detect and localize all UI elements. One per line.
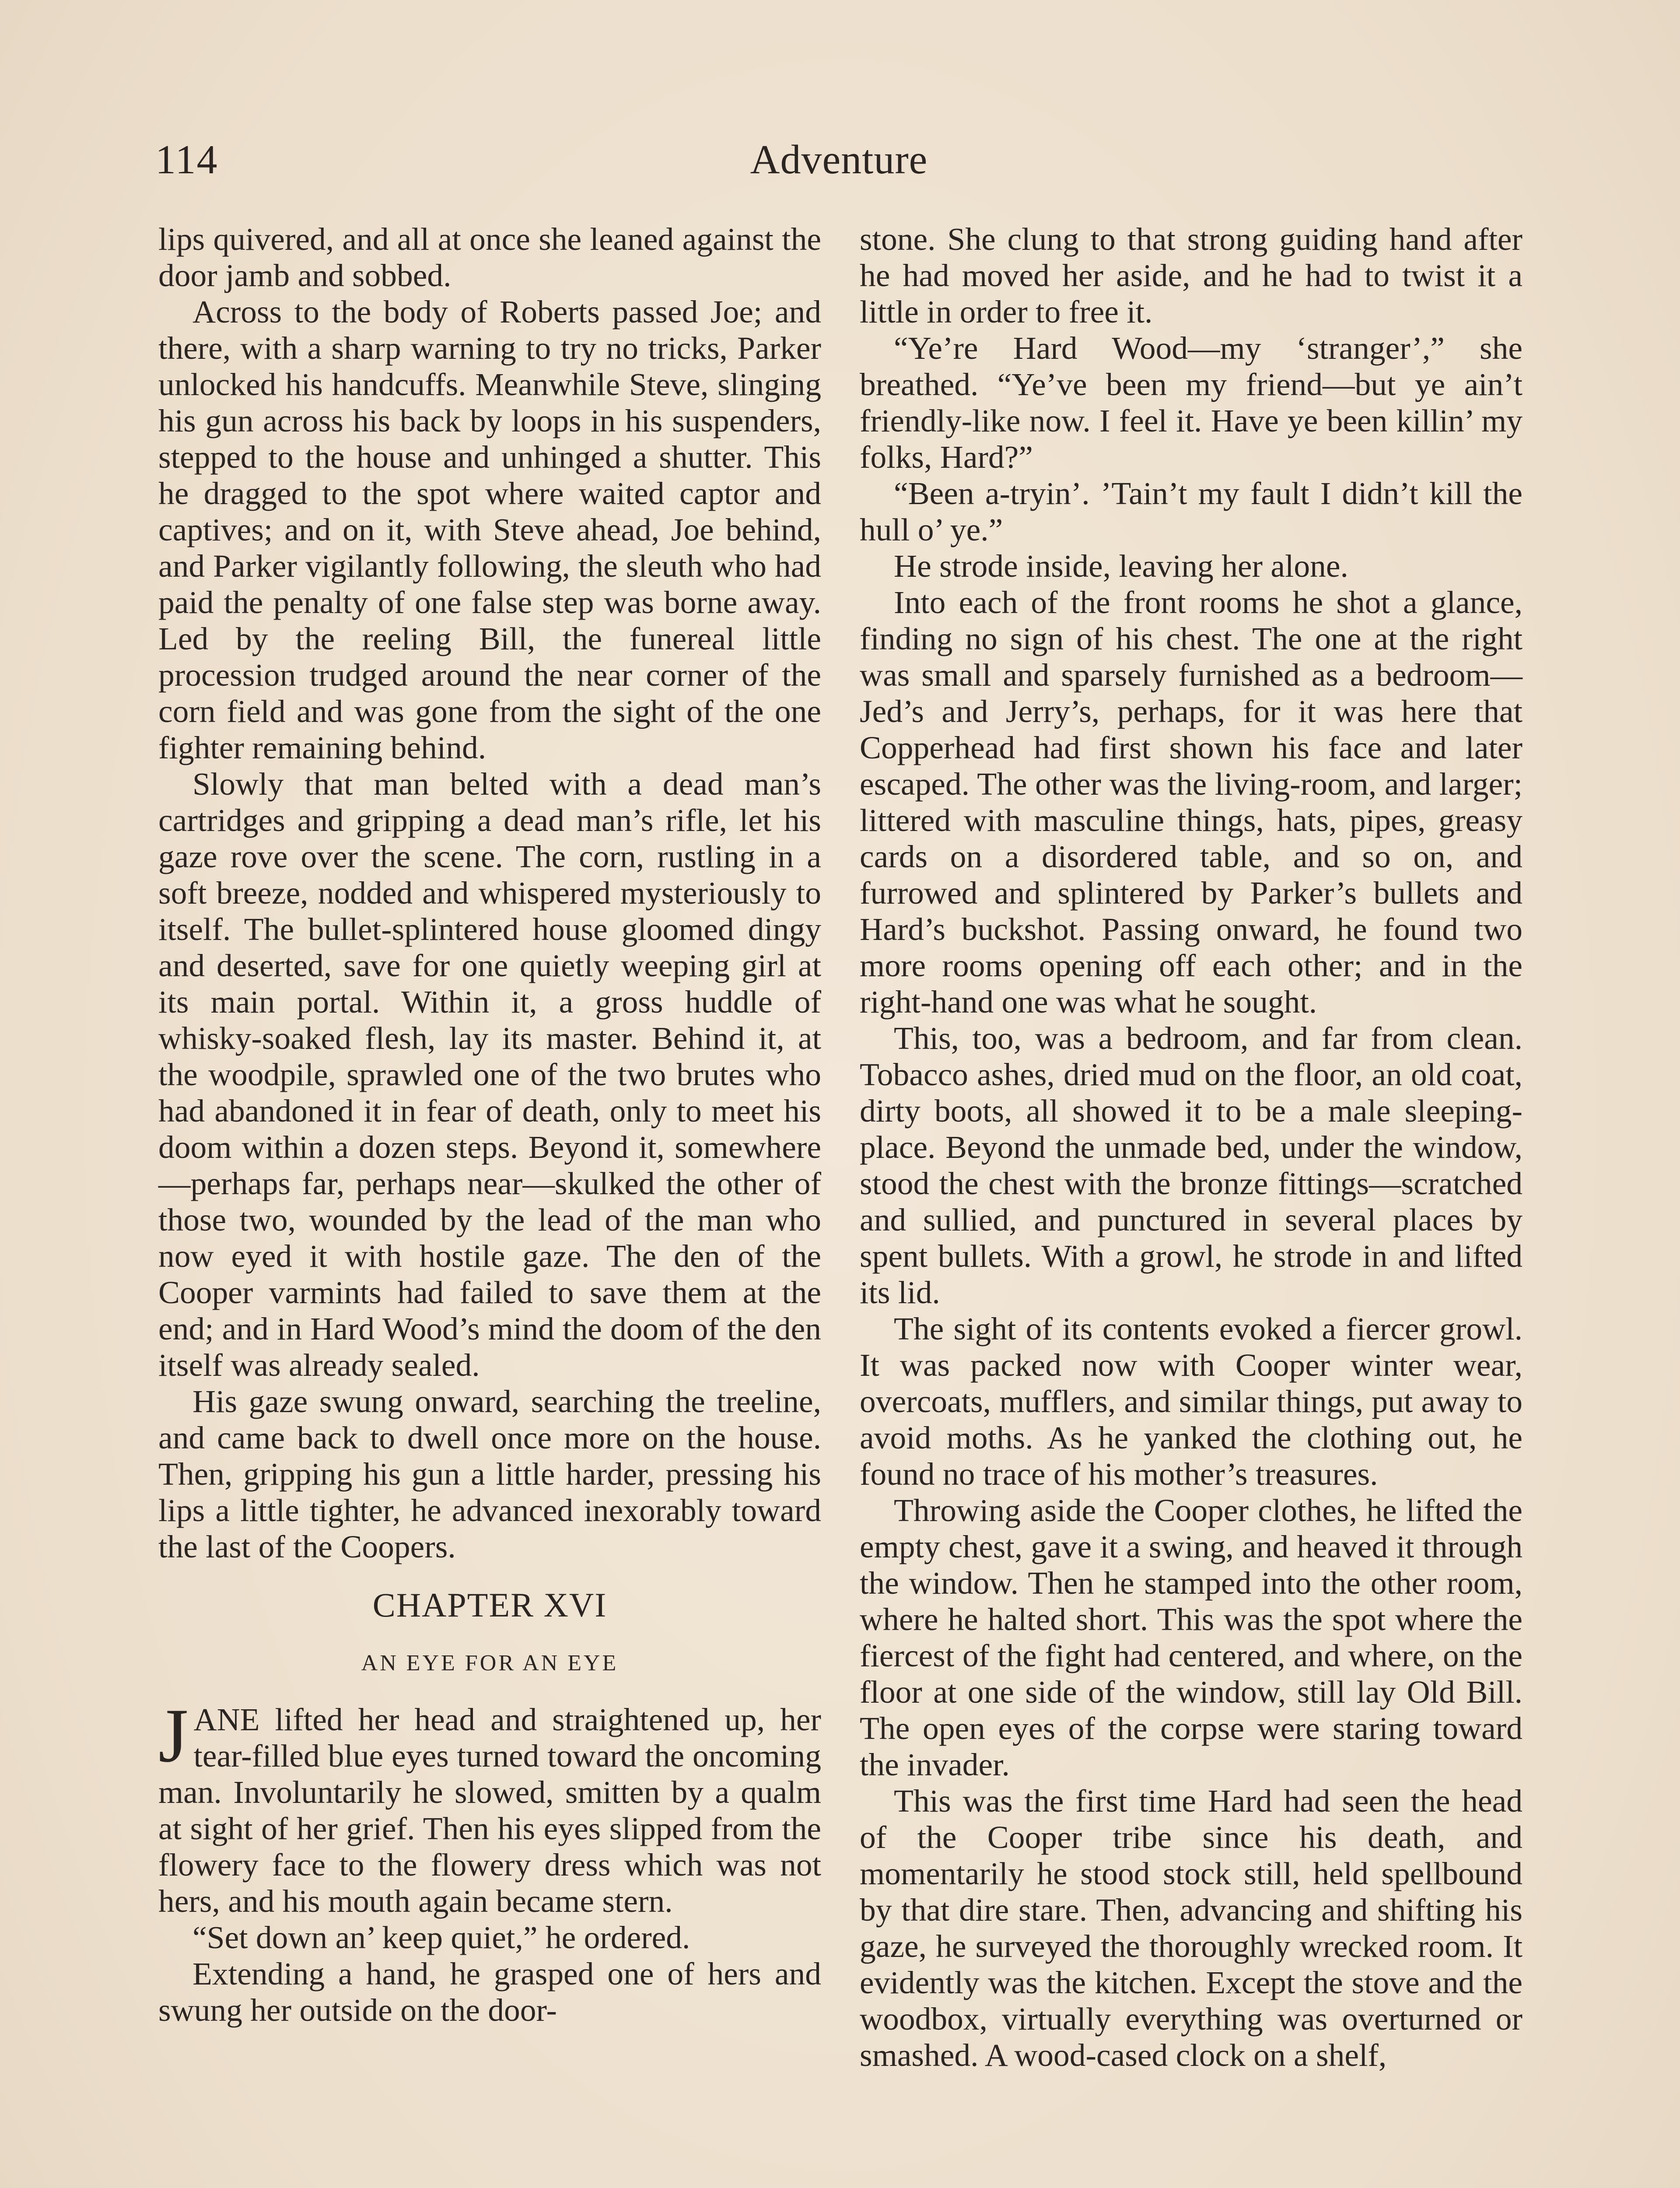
paragraph: “Ye’re Hard Wood—my ‘stranger’,” she breathed. “Ye’ve been my friend—but ye ain’t friendly-like now. I feel it. Have ye been killin’ my folks, Hard?”: [860, 330, 1522, 475]
page-header: [155, 131, 1522, 188]
page-number: 114: [155, 137, 218, 182]
chapter-heading: CHAPTER XVI: [372, 1586, 607, 1624]
running-title: Adventure: [750, 137, 928, 182]
paragraph: He strode inside, leaving her alone.: [894, 548, 1348, 584]
paragraph: stone. She clung to that strong guiding hand after he had moved her aside, and he had to twist it a little in order to free it.: [860, 221, 1522, 330]
paragraph: Throwing aside the Cooper clothes, he lifted the empty chest, gave it a swing, and heaved it through the window. Then he stamped into the other room, where he halted short. This was the spot where the fiercest of the fight had centered, and where, on the floor at one side of the window, still lay Old Bill. The open eyes of the corpse were staring toward the invader.: [860, 1493, 1522, 1782]
paragraph-text: ANE lifted her head and straightened up, her tear-filled blue eyes turned toward the oncoming man. Involuntarily he slowed, smitten by a qualm at sight of her grief. Then his eyes slipped from the flowery face to the flowery dress which was not hers, and his mouth again became stern.: [158, 1702, 821, 1919]
chapter-opening-paragraph: [158, 1693, 821, 1919]
paragraph: This was the first time Hard had seen the head of the Cooper tribe since his death, and momentarily he stood stock still, held spellbound by that dire stare. Then, advancing and shifting his gaze, he surveyed the thoroughly wrecked room. It evidently was the kitchen. Except the stove and the woodbox, virtually everything was overturned or smashed. A wood-cased clock on a shelf,: [860, 1783, 1522, 2073]
left-column: [158, 221, 821, 2028]
paragraph: His gaze swung onward, searching the treeline, and came back to dwell once more on the house. Then, gripping his gun a little harder, pressing his lips a little tighter, he advanced inexorably toward the last of the Coopers.: [158, 1384, 821, 1564]
paragraph: The sight of its contents evoked a fiercer growl. It was packed now with Cooper winter wear, overcoats, mufflers, and similar things, put away to avoid moths. As he yanked the clothing out, he found no trace of his mother’s treasures.: [860, 1311, 1522, 1492]
drop-cap: J: [158, 1693, 189, 1778]
paragraph: Slowly that man belted with a dead man’s cartridges and gripping a dead man’s rifle, let his gaze rove over the scene. The corn, rustling in a soft breeze, nodded and whispered mysteriously to itself. The bullet-splintered house gloomed dingy and deserted, save for one quietly weeping girl at its main portal. Within it, a gross huddle of whisky-soaked flesh, lay its master. Behind it, at the woodpile, sprawled one of the two brutes who had abandoned it in fear of death, only to meet his doom within a dozen steps. Beyond it, somewhere—perhaps far, perhaps near—skulked the other of those two, wounded by the lead of the man who now eyed it with hostile gaze. The den of the Cooper varmints had failed to save them at the end; and in Hard Wood’s mind the doom of the den itself was already sealed.: [158, 766, 821, 1383]
paragraph: “Set down an’ keep quiet,” he ordered.: [192, 1920, 690, 1955]
paragraph: Across to the body of Roberts passed Joe; and there, with a sharp warning to try no tricks, Parker unlocked his handcuffs. Meanwhile Steve, slinging his gun across his back by loops in his suspenders, stepped to the house and unhinged a shutter. This he dragged to the spot where waited captor and captives; and on it, with Steve ahead, Joe behind, and Parker vigilantly following, the sleuth who had paid the penalty of one false step was borne away. Led by the reeling Bill, the funereal little procession trudged around the near corner of the corn field and was gone from the sight of the one fighter remaining behind.: [158, 294, 821, 765]
paragraph: Into each of the front rooms he shot a glance, finding no sign of his chest. The one at the right was small and sparsely furnished as a bedroom—Jed’s and Jerry’s, perhaps, for it was here that Copperhead had first shown his face and later escaped. The other was the living-room, and larger; littered with masculine things, hats, pipes, greasy cards on a disordered table, and so on, and furrowed and splintered by Parker’s bullets and Hard’s buckshot. Passing onward, he found two more rooms opening off each other; and in the right-hand one was what he sought.: [860, 585, 1522, 1020]
right-column: [860, 221, 1522, 2073]
paragraph: “Been a-tryin’. ’Tain’t my fault I didn’t kill the hull o’ ye.”: [860, 476, 1522, 547]
paragraph: Extending a hand, he grasped one of hers and swung her outside on the door-: [158, 1956, 821, 2028]
paragraph: lips quivered, and all at once she leaned against the door jamb and sobbed.: [158, 221, 821, 293]
paragraph: This, too, was a bedroom, and far from clean. Tobacco ashes, dried mud on the floor, an old coat, dirty boots, all showed it to be a male sleeping-place. Beyond the unmade bed, under the window, stood the chest with the bronze fittings—scratched and sullied, and punctured in several places by spent bullets. With a growl, he strode in and lifted its lid.: [860, 1020, 1522, 1310]
chapter-subtitle: AN EYE FOR AN EYE: [361, 1651, 619, 1676]
